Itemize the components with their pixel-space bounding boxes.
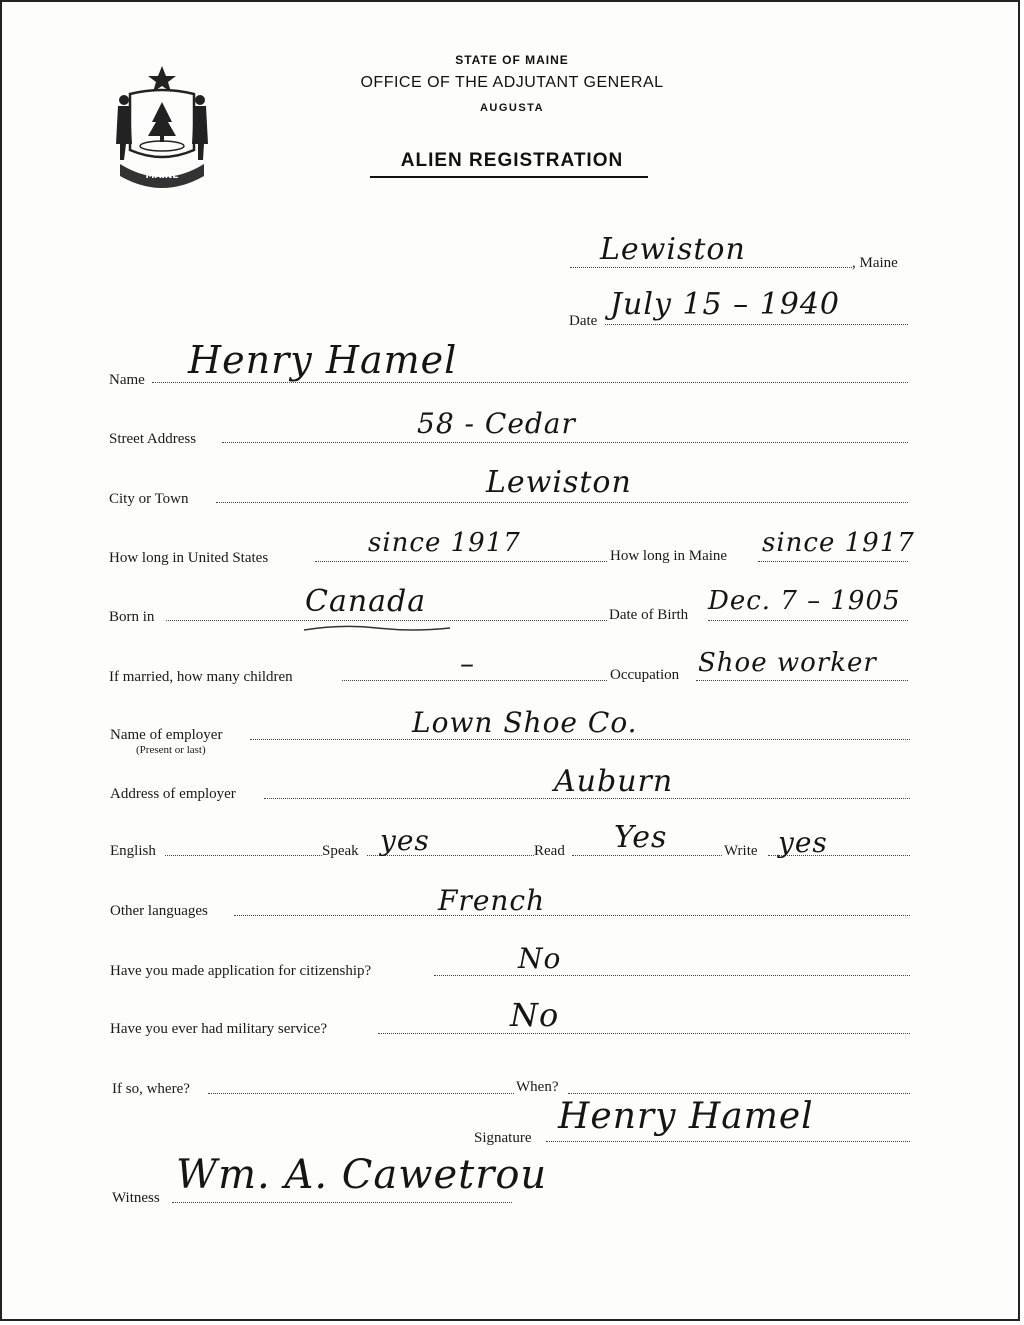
write-label: Write bbox=[724, 843, 758, 859]
write-value: yes bbox=[778, 826, 828, 859]
signature-value: Henry Hamel bbox=[558, 1096, 814, 1137]
maine-duration-label: How long in Maine bbox=[610, 548, 728, 564]
witness-line bbox=[172, 1202, 512, 1203]
header-office: OFFICE OF THE ADJUTANT GENERAL bbox=[360, 74, 664, 91]
name-label: Name bbox=[109, 372, 145, 388]
maine-duration-line bbox=[758, 561, 908, 562]
english-line bbox=[165, 855, 322, 856]
signature-label: Signature bbox=[474, 1130, 532, 1146]
citizenship-line bbox=[434, 975, 910, 976]
citizenship-label: Have you made application for citizenship? bbox=[110, 963, 372, 979]
occupation-line bbox=[696, 680, 908, 681]
employer-address-value: Auburn bbox=[554, 764, 674, 799]
born-label: Born in bbox=[109, 609, 155, 625]
header-city: AUGUSTA bbox=[479, 102, 545, 114]
when-line bbox=[568, 1093, 910, 1094]
citizenship-value: No bbox=[518, 942, 562, 975]
maine-state-seal-icon bbox=[110, 64, 214, 188]
street-line bbox=[222, 442, 908, 443]
us-duration-label: How long in United States bbox=[109, 550, 269, 566]
where-line bbox=[208, 1093, 514, 1094]
title-underline bbox=[370, 176, 648, 178]
us-duration-value: since 1917 bbox=[368, 528, 521, 558]
place-suffix: , Maine bbox=[852, 255, 898, 271]
born-underline-stroke bbox=[302, 622, 452, 636]
born-line bbox=[166, 620, 607, 621]
city-value: Lewiston bbox=[486, 465, 632, 500]
employer-label: Name of employer bbox=[110, 727, 223, 743]
svg-text:MAINE: MAINE bbox=[145, 171, 179, 181]
read-line bbox=[572, 855, 722, 856]
when-label: When? bbox=[516, 1079, 559, 1095]
street-label: Street Address bbox=[109, 431, 197, 447]
dob-value: Dec. 7 – 1905 bbox=[708, 586, 901, 616]
children-value: – bbox=[460, 647, 475, 680]
other-languages-value: French bbox=[438, 884, 546, 917]
occupation-label: Occupation bbox=[610, 667, 680, 683]
dob-line bbox=[708, 620, 908, 621]
form-title: ALIEN REGISTRATION bbox=[400, 150, 624, 171]
date-label: Date bbox=[569, 313, 598, 329]
street-value: 58 - Cedar bbox=[417, 407, 576, 440]
occupation-value: Shoe worker bbox=[698, 648, 877, 678]
other-languages-line bbox=[234, 915, 910, 916]
children-label: If married, how many children bbox=[109, 669, 293, 685]
read-label: Read bbox=[534, 843, 565, 859]
city-line bbox=[216, 502, 908, 503]
english-label: English bbox=[110, 843, 156, 859]
name-line bbox=[152, 382, 908, 383]
name-value: Henry Hamel bbox=[188, 338, 458, 382]
city-label: City or Town bbox=[109, 491, 189, 507]
children-line bbox=[342, 680, 607, 681]
born-value: Canada bbox=[305, 584, 427, 619]
signature-line bbox=[546, 1141, 910, 1142]
employer-sublabel: (Present or last) bbox=[136, 744, 206, 756]
other-languages-label: Other languages bbox=[110, 903, 208, 919]
employer-line bbox=[250, 739, 910, 740]
witness-value: Wm. A. Cawetrou bbox=[176, 1152, 548, 1198]
date-line bbox=[605, 324, 908, 325]
us-duration-line bbox=[315, 561, 607, 562]
place-value: Lewiston bbox=[600, 232, 746, 267]
employer-address-label: Address of employer bbox=[110, 786, 236, 802]
employer-value: Lown Shoe Co. bbox=[412, 706, 638, 739]
maine-duration-value: since 1917 bbox=[762, 528, 915, 558]
date-value: July 15 – 1940 bbox=[610, 287, 841, 322]
speak-value: yes bbox=[380, 824, 430, 857]
read-value: Yes bbox=[614, 820, 668, 855]
military-value: No bbox=[510, 996, 560, 1034]
military-line bbox=[378, 1033, 910, 1034]
dob-label: Date of Birth bbox=[609, 607, 689, 623]
military-label: Have you ever had military service? bbox=[110, 1021, 327, 1037]
where-label: If so, where? bbox=[112, 1081, 190, 1097]
header-state: STATE OF MAINE bbox=[455, 53, 569, 67]
witness-label: Witness bbox=[112, 1190, 160, 1206]
place-line bbox=[570, 267, 852, 268]
speak-label: Speak bbox=[322, 843, 359, 859]
